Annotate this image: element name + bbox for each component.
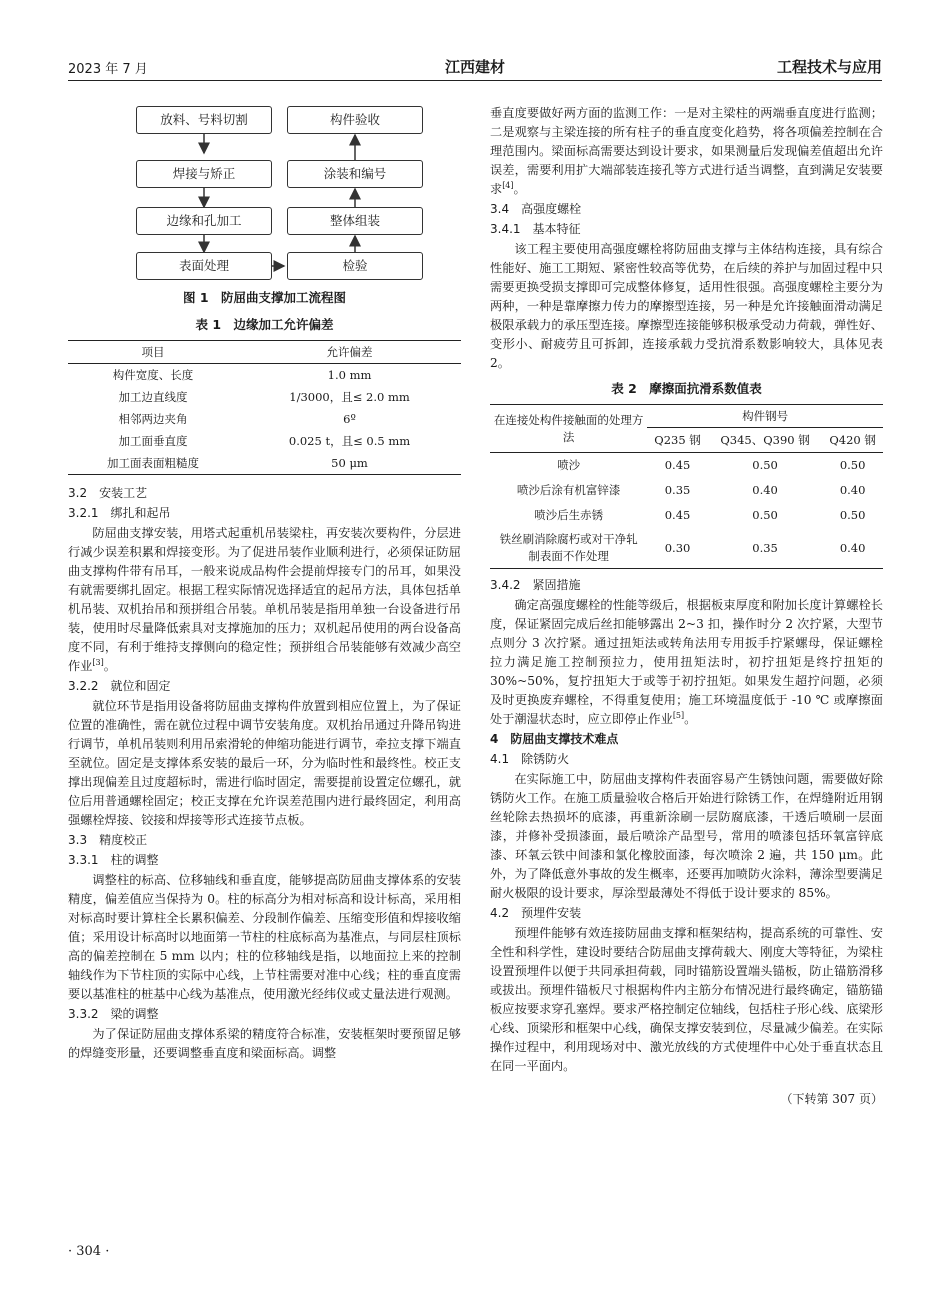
table2-subheader: Q420 钢 bbox=[822, 428, 883, 453]
paragraph: 为了保证防屈曲支撑体系梁的精度符合标准，安装框架时要预留足够的焊缝变形量，还要调整垂直度和梁面标高。调整 bbox=[68, 1027, 461, 1060]
process-flowchart bbox=[68, 104, 461, 282]
table1-header: 允许偏差 bbox=[238, 341, 461, 364]
table-row bbox=[490, 453, 883, 479]
citation: [4] bbox=[502, 180, 514, 190]
subsection-heading: 3.2.1 绑扎和起吊 bbox=[68, 506, 171, 520]
subsection-heading: 4.1 除锈防火 bbox=[490, 752, 570, 766]
table-cell: 加工边直线度 bbox=[118, 389, 188, 404]
table-cell: 50 μm bbox=[331, 455, 368, 470]
table-cell: 0.50 bbox=[752, 458, 778, 472]
table-row bbox=[68, 452, 461, 475]
table2-subheader: Q235 钢 bbox=[647, 428, 708, 453]
table-row bbox=[68, 364, 461, 387]
table1 bbox=[68, 340, 461, 475]
table-cell: 0.30 bbox=[664, 540, 691, 555]
running-header bbox=[68, 58, 882, 80]
table-cell: 1/3000，且≤ 2.0 mm bbox=[289, 389, 410, 404]
paragraph: 就位环节是指用设备将防屈曲支撑构件放置到相应位置上，为了保证位置的准确性，需在就位过程中调节安装角度。双机抬吊通过升降吊钩进行调节，单机吊装则利用吊索滑轮的伸缩功能进行调节，牵拉支撑下端直至就位。固定是支撑体系安装的最后一环，分为临时性和最终性。校正支撑出现偏差且过度超标时，需进行临时固定，需要提前设置定位螺孔，就位后用普通螺栓固定；校正支撑在允许误差范围内进行最终固定，利用高强螺栓焊接、铰接和焊接等形式连接节点板。 bbox=[68, 699, 461, 827]
subsection-heading: 3.3.2 梁的调整 bbox=[68, 1007, 159, 1021]
page-number: · 304 · bbox=[68, 1244, 110, 1259]
paragraph: 垂直度要做好两方面的监测工作：一是对主梁柱的两端垂直度进行监测；二是观察与主梁连接的所有柱子的垂直度变化趋势，将各项偏差控制在合理范围内。梁面标高需要达到设计要求，如果测量后发现偏差值超出允许误差，需要利用扩大端部装连接孔等方式进行适当调整，直到满足安装要求[4]。 bbox=[490, 106, 883, 196]
flow-step-edge-hole: 边缘和孔加工 bbox=[136, 207, 272, 235]
table-row bbox=[68, 430, 461, 452]
table-cell: 6º bbox=[343, 411, 356, 426]
subsection-heading: 3.3.1 柱的调整 bbox=[68, 853, 159, 867]
table-cell: 铁丝刷消除腐朽或对干净轧制表面不作处理 bbox=[499, 532, 638, 563]
table-cell: 加工面垂直度 bbox=[118, 433, 188, 448]
table-row bbox=[490, 503, 883, 528]
flow-step-inspection: 检验 bbox=[287, 252, 423, 280]
section-heading: 3.4 高强度螺栓 bbox=[490, 202, 582, 216]
table-row bbox=[490, 528, 883, 569]
flow-step-acceptance: 构件验收 bbox=[287, 106, 423, 134]
flow-step-coating: 涂装和编号 bbox=[287, 160, 423, 188]
paragraph: 调整柱的标高、位移轴线和垂直度，能够提高防屈曲支撑体系的安装精度，偏差值应当保持为 0。柱的标高分为相对标高和设计标高，采用相对标高时要计算柱全长累积偏差、分段制作偏差、压缩变形值和焊接收缩值；采用设计标高时以地面第一节柱的柱底标高为基准点，与同层柱顶标高的偏差控制在 5 mm 以内；柱的位移轴线是指，以地面拉上来的控制轴线作为下节柱顶的实际中心线，上节柱需要对准中心线；柱的垂直度需要以基准柱的桩基中心线为基准点，使用激光经纬仪或丈量法进行观测。 bbox=[68, 873, 461, 1001]
table-row bbox=[68, 386, 461, 408]
flow-step-cutting: 放料、号料切割 bbox=[136, 106, 272, 134]
paragraph: 确定高强度螺栓的性能等级后，根据板束厚度和附加长度计算螺栓长度，保证紧固完成后丝扣能够露出 2~3 扣，操作时分 2 次拧紧，大型节点则分 3 次拧紧。通过扭矩法或转角法用专用扳手拧紧螺母，保证螺栓拉力满足施工控制预拉力，使用扭矩法时，初拧扭矩是终拧扭矩的 30%~50%，复拧扭矩大于或等于初拧扭矩。如果发生超拧问题，必须及时更换废弃螺栓，不得重复使用；施工环境温度低于 -10 ℃ 或摩擦面处于潮湿状态时，应立即停止作业[5]。 bbox=[490, 598, 883, 726]
table-cell: 0.025 t，且≤ 0.5 mm bbox=[288, 433, 411, 448]
paragraph: 在实际施工中，防屈曲支撑构件表面容易产生锈蚀问题，需要做好除锈防火工作。在施工质量验收合格后开始进行除锈工作，在焊缝附近用钢丝轮除去热损坏的底漆，再重新涂刷一层防腐底漆，干透后喷刷一层面漆，并修补受损漆面，最后喷涂产品型号，常用的喷漆包括环氧富锌底漆、环氧云铁中间漆和氯化橡胶面漆，每次喷涂 2 遍，共 150 μm。此外，为了降低意外事故的发生概率，还要再加喷防火涂料，薄涂型要满足耐火极限的设计要求，厚涂型最薄处不得低于设计要求的 85%。 bbox=[490, 772, 883, 900]
flow-step-assembly: 整体组装 bbox=[287, 207, 423, 235]
table-cell: 0.50 bbox=[839, 508, 866, 522]
table-cell: 0.45 bbox=[664, 508, 691, 522]
table2-subheader: Q345、Q390 钢 bbox=[708, 428, 822, 453]
table-cell: 喷沙后涂有机富锌漆 bbox=[516, 483, 621, 497]
flow-step-welding: 焊接与矫正 bbox=[136, 160, 272, 188]
table-cell: 0.40 bbox=[839, 540, 866, 555]
table-cell: 加工面表面粗糙度 bbox=[107, 455, 200, 470]
paragraph: 预埋件能够有效连接防屈曲支撑和框架结构，提高系统的可靠性、安全性和科学性，建设时要结合防屈曲支撑荷载大、刚度大等特征，为梁柱设置预埋件以便于共同承担荷载，同时锚筋设置端头锚板，防止锚筋滑移或拔出。预埋件锚板尺寸根据构件内主筋分布情况进行最终确定，锚筋锚板应按要求穿孔塞焊。要求严格控制定位轴线，包括柱子形心线、底梁形心线、顶梁形和框架中心线，确保支撑安装到位，尽量减少偏差。在实际操作过程中，利用现场对中、激光放线的方式使埋件中心处于垂直状态且在同一平面内。 bbox=[490, 926, 883, 1073]
table-cell: 相邻两边夹角 bbox=[118, 411, 188, 426]
table-cell: 0.50 bbox=[839, 458, 866, 472]
flow-step-surface: 表面处理 bbox=[136, 252, 272, 280]
table-row bbox=[68, 408, 461, 430]
table-cell: 构件宽度、长度 bbox=[112, 367, 194, 382]
table1-caption: 表 1 边缘加工允许偏差 bbox=[195, 317, 334, 332]
table2-caption: 表 2 摩擦面抗滑系数值表 bbox=[611, 381, 762, 396]
table-cell: 0.35 bbox=[752, 540, 778, 555]
header-journal: 江西建材 bbox=[444, 58, 505, 76]
citation: [3] bbox=[92, 657, 104, 667]
header-date: 2023 年 7 月 bbox=[68, 62, 148, 77]
right-column bbox=[490, 104, 883, 1109]
table-cell: 喷沙 bbox=[557, 458, 581, 472]
table-cell: 0.40 bbox=[752, 483, 778, 497]
table-row bbox=[490, 478, 883, 503]
table2-header-method: 在连接处构件接触面的处理方法 bbox=[490, 405, 647, 453]
table-cell: 0.35 bbox=[664, 483, 691, 497]
section-heading: 3.2 安装工艺 bbox=[68, 486, 148, 500]
header-section: 工程技术与应用 bbox=[776, 58, 882, 76]
citation: [5] bbox=[672, 710, 685, 720]
table2-header-steel: 构件钢号 bbox=[647, 405, 883, 428]
table2 bbox=[490, 404, 883, 569]
paragraph: 防屈曲支撑安装，用塔式起重机吊装梁柱，再安装次要构件，分层进行减少误差积累和焊接变形。为了促进吊装作业顺利进行，必须保证防屈曲支撑构件带有吊耳，一般来说成品构件会提前焊接专门的吊耳，如果没有就需要绑扎固定。根据工程实际情况选择适宜的起吊方法，具体包括单机吊装、双机抬吊和预拼组合吊装。单机吊装是指用单独一台设备进行吊装，使用时尽量降低索具对支撑施加的压力；双机起吊使用的两台设备高度不同，有利于维持支撑侧向的稳定性；预拼组合吊装能够有效减少高空作业[3]。 bbox=[68, 526, 461, 673]
table-cell: 0.40 bbox=[839, 483, 866, 497]
subsection-heading: 4.2 预埋件安装 bbox=[490, 906, 582, 920]
table-cell: 0.50 bbox=[752, 508, 778, 522]
subsection-heading: 3.2.2 就位和固定 bbox=[68, 679, 171, 693]
figure-caption: 图 1 防屈曲支撑加工流程图 bbox=[182, 290, 347, 305]
table-cell: 1.0 mm bbox=[327, 367, 372, 382]
table1-header: 项目 bbox=[68, 341, 238, 364]
left-column bbox=[68, 104, 461, 1063]
subsection-heading: 3.4.1 基本特征 bbox=[490, 222, 581, 236]
subsection-heading: 3.4.2 紧固措施 bbox=[490, 578, 581, 592]
header-rule bbox=[68, 80, 882, 81]
table-cell: 喷沙后生赤锈 bbox=[534, 508, 604, 522]
section-heading: 3.3 精度校正 bbox=[68, 833, 148, 847]
table-cell: 0.45 bbox=[664, 458, 691, 472]
paragraph: 该工程主要使用高强度螺栓将防屈曲支撑与主体结构连接，具有综合性能好、施工工期短、紧密性较高等优势，在后续的养护与加固过程中只需要更换受损支撑即可完成整体修复，适用性很强。高强度螺栓主要分为两种，一种是靠摩擦力传力的摩擦型连接，另一种是允许接触面滑动满足极限承载力的承压型连接。摩擦型连接能够积极承受动力荷载，弹性好、变形小、耐疲劳且可拆卸，连接承载力受抗滑系数影响较大，具体见表 2。 bbox=[490, 242, 883, 370]
section-heading: 4 防屈曲支撑技术难点 bbox=[490, 732, 619, 746]
continued-note: （下转第 307 页） bbox=[780, 1092, 883, 1106]
